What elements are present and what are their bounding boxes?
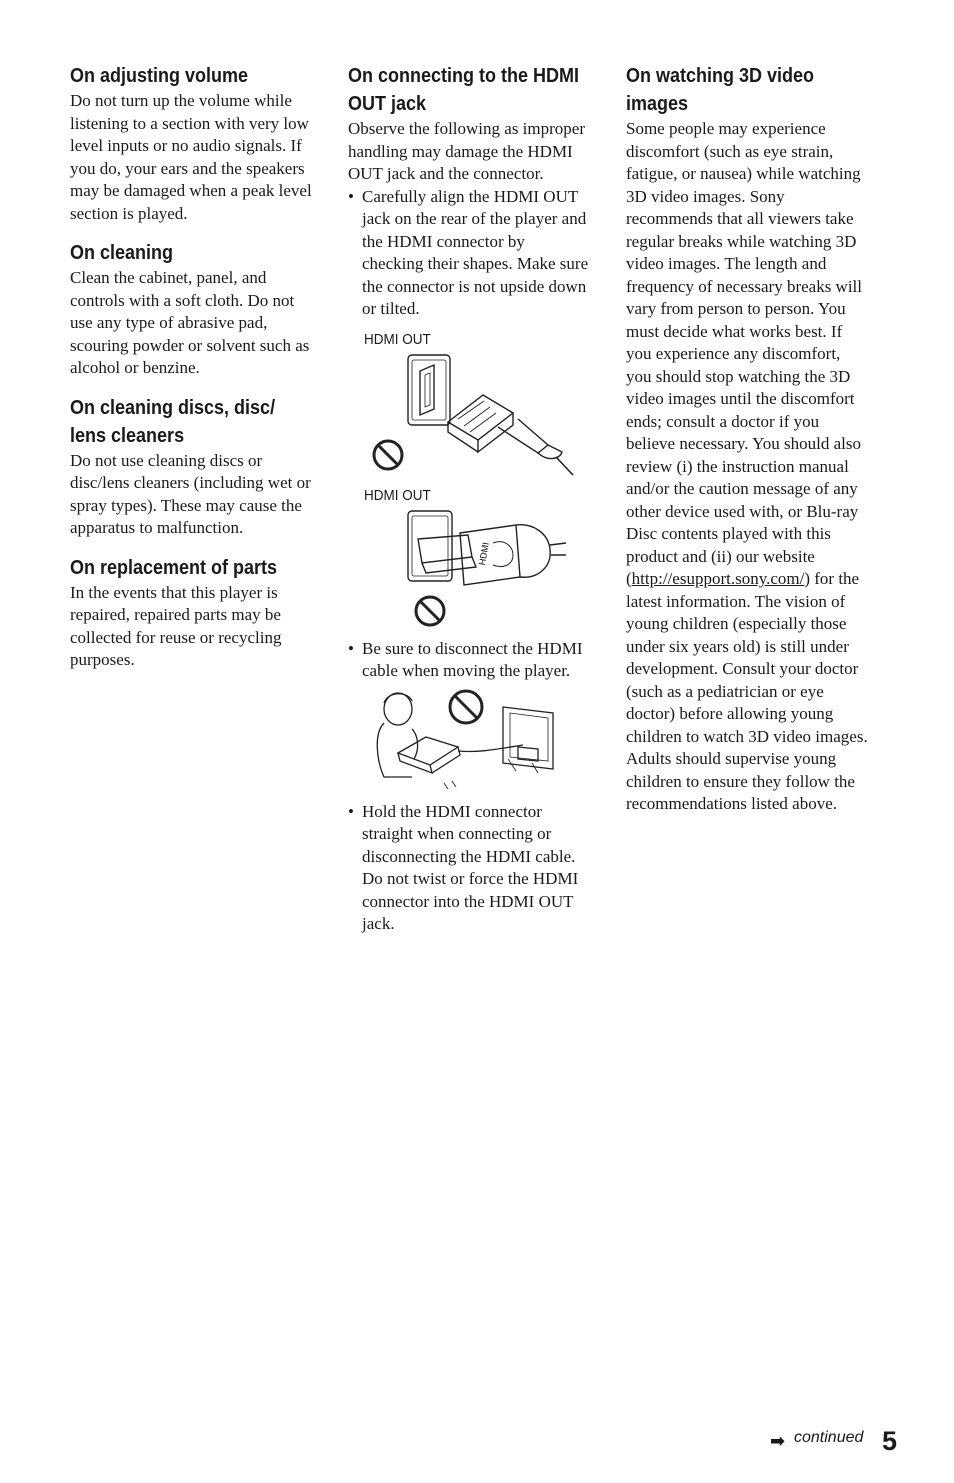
bullet-align-connector: • Carefully align the HDMI OUT jack on the rear of the player and the HDMI connector by checking their shapes. Make sure the connector is not upside down or tilted.	[348, 186, 590, 321]
bullet-disconnect-cable: • Be sure to disconnect the HDMI cable when moving the player.	[348, 638, 590, 683]
label-hdmi-out-2: HDMI OUT	[364, 486, 431, 504]
heading-3d-line2: images	[626, 93, 689, 115]
bullet-hold-straight: • Hold the HDMI connector straight when connecting or disconnecting the HDMI cable. Do not twist or force the HDMI connector into the HDMI OUT jack.	[348, 801, 590, 936]
text-3d-supervise: Adults should supervise young children to ensure they follow the recommendations listed above.	[626, 749, 855, 813]
hdmi-plug-text: HDMI	[477, 541, 491, 566]
section-replacement-parts	[70, 554, 312, 672]
page-number: 5	[882, 1426, 898, 1456]
text-3d-a: Some people may experience discomfort (such as eye strain, fatigue, or nausea) while watching 3D video images. Sony recommends that all viewers take regular breaks while watching 3D video images. The length and frequency of necessary breaks will vary from person to person. You must decide what works best. If you experience any discomfort, you should stop watching the 3D video images until the discomfort ends; consult a doctor if you believe necessary. You should also review (i) the instruction manual and/or the caution message of any other device used with, or Blu-ray Disc contents played with this product and (ii) our website (	[626, 119, 863, 588]
right-arrow-icon: ➡	[770, 1431, 786, 1452]
heading-3d-line1: On watching 3D video	[626, 65, 815, 87]
list-hdmi-3	[348, 801, 590, 936]
list-hdmi-2	[348, 638, 590, 683]
text-cleaning: Clean the cabinet, panel, and controls with a soft cloth. Do not use any type of abrasive pad, scouring powder or solvent such as alcohol or benzine.	[70, 268, 310, 377]
heading-hdmi-line2: OUT jack	[348, 93, 427, 115]
text-cleaning-discs: Do not use cleaning discs or disc/lens cleaners (including wet or spray types). These may cause the apparatus to malfunction.	[70, 450, 311, 537]
text-hdmi-intro: Observe the following as improper handling may damage the HDMI OUT jack and the connector.	[348, 119, 585, 183]
text-replacement-parts: In the events that this player is repaired, repaired parts may be collected for reuse or recycling purposes.	[70, 582, 282, 669]
text-3d-b: ) for the latest information. The vision of young children (especially those under six years old) is still under development. Consult your doctor (such as a pediatrician or eye doctor) before allowing young children to watch 3D video images.	[626, 569, 868, 746]
figure-moving-player	[348, 689, 590, 801]
heading-adjusting-volume: On adjusting volume	[70, 65, 249, 87]
heading-replacement-parts: On replacement of parts	[70, 556, 278, 579]
text-3d-main	[626, 118, 868, 748]
text-adjusting-volume: Do not turn up the volume while listening to a section with very low level inputs or no audio signals. If you do, your ears and the speakers may be damaged when a peak level section is played.	[70, 91, 312, 223]
label-hdmi-out-1: HDMI OUT	[364, 330, 431, 348]
list-hdmi-1	[348, 186, 590, 321]
column-right	[626, 62, 868, 816]
sony-support-link[interactable]: http://esupport.sony.com/	[631, 569, 805, 588]
section-cleaning	[70, 239, 312, 380]
figure-hdmi-upside-down	[348, 327, 590, 477]
figure-hdmi-tilted	[348, 483, 590, 638]
hdmi-tilted-illustration	[348, 483, 590, 638]
heading-cleaning: On cleaning	[70, 242, 174, 264]
hdmi-upside-down-illustration	[348, 327, 590, 477]
heading-hdmi-line1: On connecting to the HDMI	[348, 65, 579, 87]
heading-cleaning-discs-line2: lens cleaners	[70, 424, 185, 447]
column-left	[70, 62, 312, 686]
section-adjusting-volume	[70, 62, 312, 225]
heading-cleaning-discs-line1: On cleaning discs, disc/	[70, 396, 276, 419]
page-footer	[770, 1428, 900, 1458]
moving-player-illustration	[348, 689, 590, 801]
column-middle	[348, 62, 590, 936]
continued-label: continued	[794, 1429, 864, 1446]
section-cleaning-discs	[70, 394, 312, 540]
